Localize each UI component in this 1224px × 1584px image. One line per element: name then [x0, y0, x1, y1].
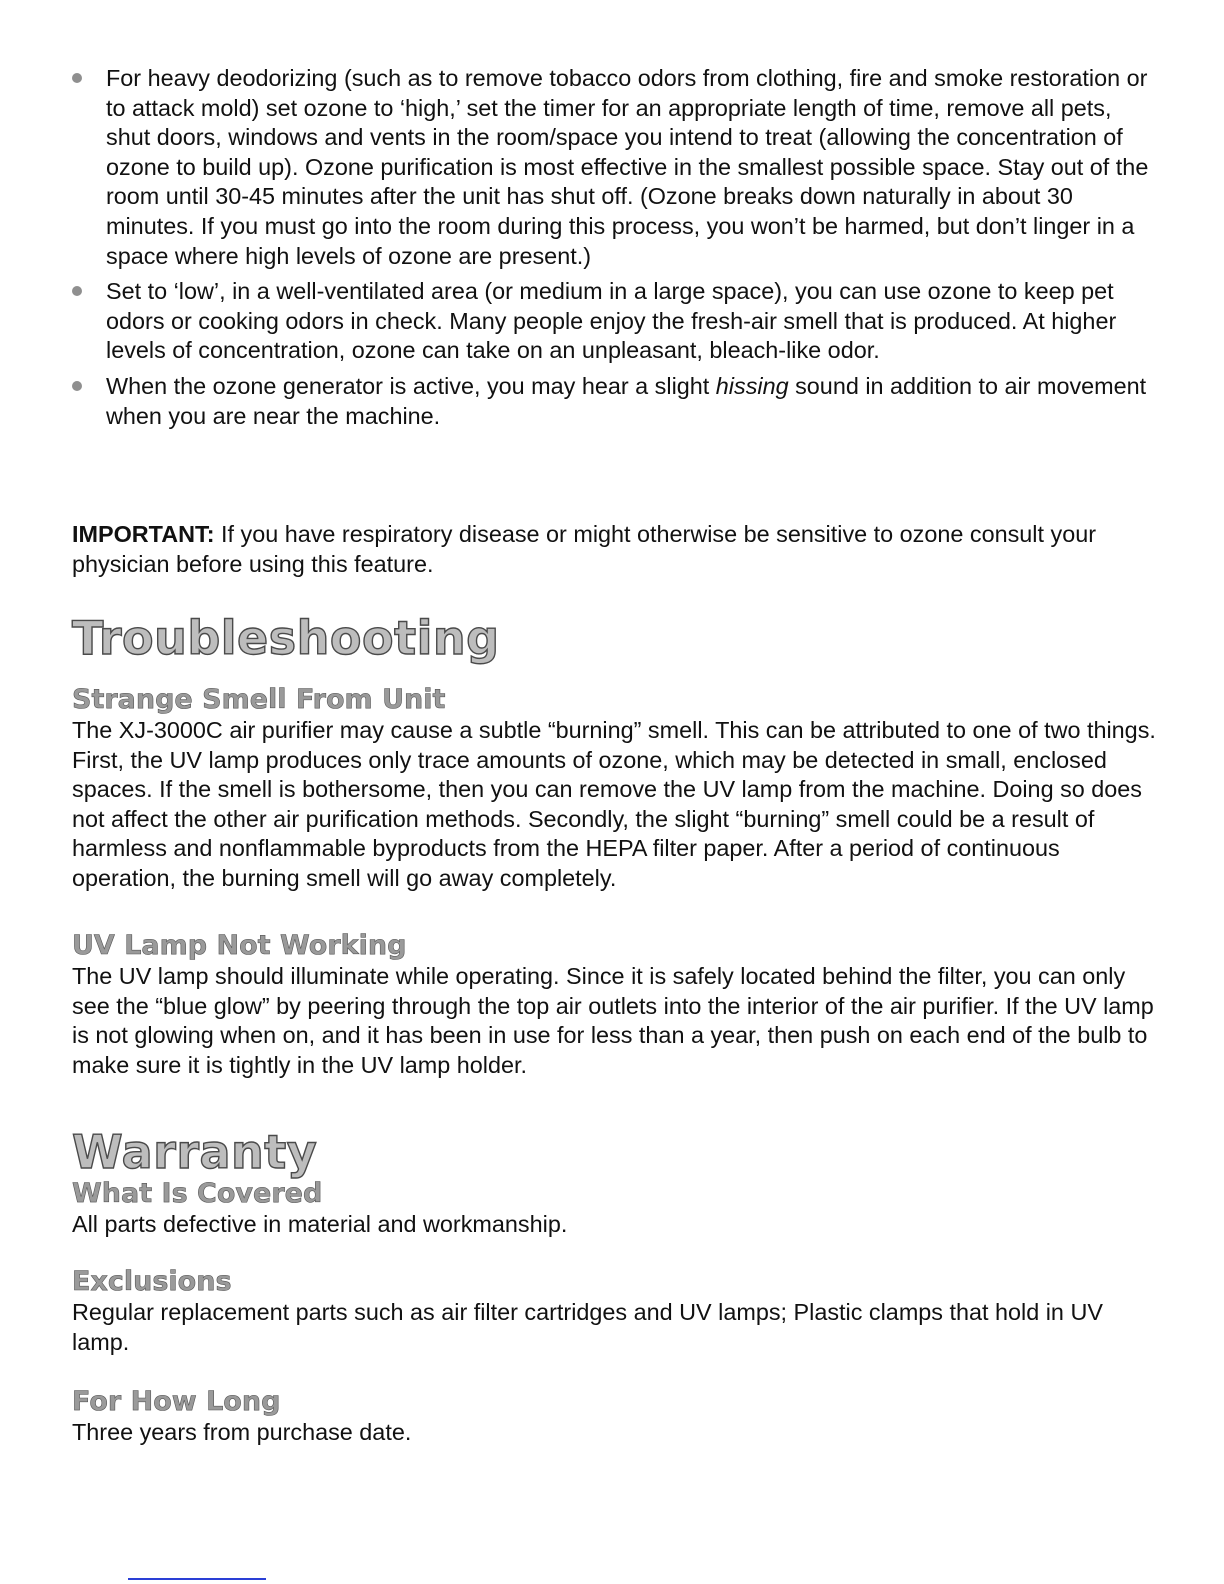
- section-what-is-covered: [72, 1178, 1162, 1240]
- bullet-low-setting: [72, 277, 1162, 366]
- bullet-dot-icon: [72, 286, 82, 296]
- bullet-text-before: When the ozone generator is active, you may hear a slight: [106, 372, 716, 399]
- exclusions-heading: Exclusions: [72, 1266, 232, 1297]
- uv-lamp-body: The UV lamp should illuminate while operating. Since it is safely located behind the filter, you can only see the “blue glow” by peering through the top air outlets into the interior of the air purifier. If the UV lamp is not glowing when on, and it has been in use for less than a year, then push on each end of the bulb to make sure it is tightly in the UV lamp holder.: [72, 963, 1154, 1078]
- strange-smell-heading: Strange Smell From Unit: [72, 684, 446, 715]
- section-exclusions: [72, 1266, 1162, 1357]
- what-is-covered-heading: What Is Covered: [72, 1178, 323, 1209]
- bullet-text-italic: hissing: [715, 372, 789, 399]
- section-for-how-long: [72, 1386, 1162, 1448]
- strange-smell-body: The XJ-3000C air purifier may cause a subtle “burning” smell. This can be attributed to one of two things. First, the UV lamp produces only trace amounts of ozone, which may be detected in small, enclosed spaces. If the smell is bothersome, then you can remove the UV lamp from the machine. Doing so does not affect the other air purification methods. Secondly, the slight “burning” smell could be a result of harmless and nonflammable byproducts from the HEPA filter paper. After a period of continuous operation, the burning smell will go away completely.: [72, 717, 1156, 891]
- bullet-dot-icon: [72, 73, 82, 83]
- troubleshooting-title: Troubleshooting: [72, 611, 500, 665]
- section-uv-lamp: [72, 930, 1162, 1080]
- what-is-covered-body: All parts defective in material and workmanship.: [72, 1211, 568, 1237]
- bullet-text: For heavy deodorizing (such as to remove tobacco odors from clothing, fire and smoke restoration or to attack mold) set ozone to ‘high,’ set the timer for an appropriate length of time, remove all pets, shut doors, windows and vents in the room/space you intend to treat (allowing the concentration of ozone to build up). Ozone purification is most effective in the smallest possible space. Stay out of the room until 30-45 minutes after the unit has shut off. (Ozone breaks down naturally in about 30 minutes. If you must go into the room during this process, you won’t be harmed, but don’t linger in a space where high levels of ozone are present.): [106, 65, 1149, 269]
- uv-lamp-heading: UV Lamp Not Working: [72, 930, 407, 961]
- important-note: [72, 520, 1162, 579]
- bullet-heavy-deodorizing: [72, 64, 1162, 271]
- exclusions-body: Regular replacement parts such as air filter cartridges and UV lamps; Plastic clamps that hold in UV lamp.: [72, 1299, 1103, 1355]
- bullet-dot-icon: [72, 381, 82, 391]
- bullet-hissing-sound: [72, 372, 1162, 431]
- warranty-title: Warranty: [72, 1125, 318, 1179]
- important-label: IMPORTANT:: [72, 521, 215, 547]
- bullet-text: Set to ‘low’, in a well-ventilated area (or medium in a large space), you can use ozone to keep pet odors or cooking odors in check. Many people enjoy the fresh-air smell that is produced. At higher levels of concentration, ozone can take on an unpleasant, bleach-like odor.: [106, 278, 1117, 364]
- for-how-long-heading: For How Long: [72, 1386, 281, 1417]
- bullet-text-after: sound in addition to air movement when you are near the machine.: [106, 372, 1147, 429]
- for-how-long-body: Three years from purchase date.: [72, 1419, 412, 1445]
- footer-rule: [128, 1578, 266, 1580]
- ozone-usage-bullets: [72, 64, 1162, 437]
- section-strange-smell: [72, 684, 1162, 894]
- important-text: If you have respiratory disease or might otherwise be sensitive to ozone consult your physician before using this feature.: [72, 521, 1097, 577]
